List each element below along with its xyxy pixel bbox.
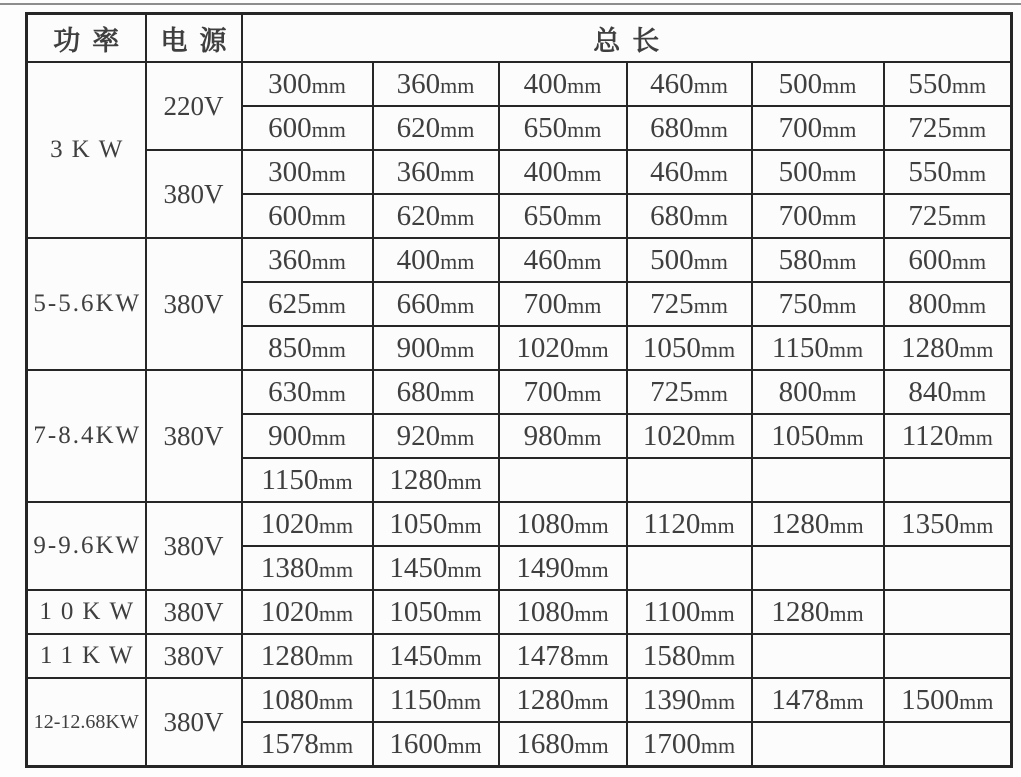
length-unit: mm <box>318 732 354 758</box>
length-value: 500 <box>778 155 823 188</box>
length-unit: mm <box>447 732 482 758</box>
length-value: 1280 <box>901 331 960 364</box>
voltage-cell: 380V <box>146 590 242 634</box>
length-cell <box>242 370 373 414</box>
length-unit: mm <box>318 556 354 582</box>
length-unit: mm <box>311 248 346 274</box>
power-cell-9-9.6kw: 9-9.6KW <box>27 502 146 590</box>
length-cell <box>373 546 499 590</box>
length-value: 625 <box>268 287 312 320</box>
length-cell <box>884 238 1012 282</box>
length-cell <box>752 238 884 282</box>
length-cell <box>752 414 884 458</box>
length-cell <box>499 634 627 678</box>
length-cell <box>884 150 1012 194</box>
length-value: 1020 <box>516 331 575 364</box>
empty-cell <box>884 546 1012 590</box>
length-unit: mm <box>958 424 993 450</box>
length-cell <box>373 502 499 546</box>
length-value: 1080 <box>260 683 319 716</box>
length-unit: mm <box>567 116 602 142</box>
length-value: 1080 <box>516 595 575 628</box>
length-value: 1280 <box>771 507 830 540</box>
table-row <box>27 590 1012 634</box>
length-value: 680 <box>396 375 441 408</box>
length-unit: mm <box>829 512 864 538</box>
length-unit: mm <box>822 116 857 142</box>
length-cell <box>373 414 499 458</box>
length-value: 1050 <box>771 419 830 452</box>
length-value: 700 <box>778 199 823 232</box>
length-unit: mm <box>567 292 602 318</box>
table-row <box>27 62 1012 106</box>
length-cell <box>627 502 752 546</box>
length-unit: mm <box>700 336 736 362</box>
length-value: 725 <box>908 199 952 232</box>
length-cell <box>242 106 373 150</box>
length-unit: mm <box>700 688 736 714</box>
length-cell <box>373 370 499 414</box>
length-value: 1350 <box>901 507 960 540</box>
length-cell <box>499 414 627 458</box>
voltage-cell: 380V <box>146 150 242 238</box>
length-cell <box>242 282 373 326</box>
length-cell <box>627 678 752 722</box>
length-value: 1450 <box>389 551 448 584</box>
length-unit: mm <box>311 424 346 450</box>
length-unit: mm <box>311 160 346 186</box>
length-value: 460 <box>523 243 568 276</box>
length-value: 1700 <box>642 727 701 760</box>
length-value: 1150 <box>261 463 319 496</box>
length-unit: mm <box>951 72 987 98</box>
length-value: 1120 <box>643 507 701 540</box>
length-cell <box>884 502 1012 546</box>
length-unit: mm <box>447 556 482 582</box>
length-value: 1390 <box>642 683 701 716</box>
length-cell <box>884 414 1012 458</box>
length-cell <box>627 106 752 150</box>
length-unit: mm <box>567 380 602 406</box>
empty-cell <box>752 634 884 678</box>
length-unit: mm <box>951 204 987 230</box>
length-value: 725 <box>908 111 952 144</box>
length-value: 300 <box>268 67 312 100</box>
length-cell <box>499 150 627 194</box>
length-unit: mm <box>447 512 482 538</box>
length-cell <box>373 194 499 238</box>
length-cell <box>242 326 373 370</box>
length-cell <box>627 326 752 370</box>
length-unit: mm <box>318 600 354 626</box>
empty-cell <box>884 634 1012 678</box>
table-row <box>27 634 1012 678</box>
length-cell <box>373 150 499 194</box>
length-value: 800 <box>908 287 952 320</box>
length-unit: mm <box>700 732 736 758</box>
length-cell <box>627 590 752 634</box>
length-unit: mm <box>829 600 864 626</box>
header-total-length: 总长 <box>242 14 1012 63</box>
length-unit: mm <box>693 160 728 186</box>
length-value: 400 <box>396 243 441 276</box>
length-value: 500 <box>778 67 823 100</box>
length-value: 1150 <box>389 683 447 716</box>
length-cell <box>752 194 884 238</box>
length-cell <box>884 370 1012 414</box>
length-cell <box>752 282 884 326</box>
length-cell <box>242 634 373 678</box>
length-cell <box>627 238 752 282</box>
length-value: 725 <box>650 375 694 408</box>
length-value: 300 <box>268 155 312 188</box>
power-cell-7-8.4kw: 7-8.4KW <box>27 370 146 502</box>
length-value: 1280 <box>389 463 448 496</box>
length-cell <box>373 458 499 502</box>
length-value: 400 <box>523 155 568 188</box>
length-unit: mm <box>693 248 728 274</box>
length-cell <box>752 590 884 634</box>
table-row <box>27 150 1012 194</box>
length-value: 620 <box>396 199 441 232</box>
length-cell <box>499 590 627 634</box>
length-unit: mm <box>318 688 354 714</box>
empty-cell <box>752 546 884 590</box>
length-unit: mm <box>959 512 994 538</box>
length-value: 1050 <box>389 595 448 628</box>
length-cell <box>373 326 499 370</box>
length-value: 1050 <box>642 331 701 364</box>
length-value: 600 <box>908 243 952 276</box>
length-value: 1578 <box>260 727 319 760</box>
length-unit: mm <box>951 116 987 142</box>
length-unit: mm <box>440 336 475 362</box>
length-cell <box>499 678 627 722</box>
length-unit: mm <box>574 644 609 670</box>
length-unit: mm <box>567 160 602 186</box>
length-unit: mm <box>700 512 735 538</box>
length-value: 1680 <box>516 727 575 760</box>
length-cell <box>373 678 499 722</box>
empty-cell <box>627 546 752 590</box>
length-cell <box>752 678 884 722</box>
length-cell <box>242 194 373 238</box>
length-cell <box>627 194 752 238</box>
length-cell <box>373 634 499 678</box>
length-cell <box>242 722 373 767</box>
power-cell-12-12.68kw: 12-12.68KW <box>27 678 146 767</box>
length-cell <box>884 326 1012 370</box>
length-cell <box>627 62 752 106</box>
empty-cell <box>752 458 884 502</box>
length-value: 1280 <box>516 683 575 716</box>
length-value: 1600 <box>389 727 448 760</box>
voltage-cell: 220V <box>146 62 242 150</box>
length-value: 700 <box>523 287 568 320</box>
length-unit: mm <box>311 72 346 98</box>
length-cell <box>627 150 752 194</box>
power-length-spec-table <box>25 12 1013 768</box>
length-cell <box>373 282 499 326</box>
length-unit: mm <box>440 248 475 274</box>
length-cell <box>884 678 1012 722</box>
length-unit: mm <box>828 336 864 362</box>
length-value: 580 <box>778 243 823 276</box>
length-unit: mm <box>700 644 736 670</box>
length-unit: mm <box>311 204 346 230</box>
length-cell <box>242 150 373 194</box>
length-unit: mm <box>822 72 857 98</box>
length-cell <box>242 590 373 634</box>
length-cell <box>242 238 373 282</box>
length-unit: mm <box>829 688 864 714</box>
length-cell <box>242 546 373 590</box>
length-cell <box>499 238 627 282</box>
length-value: 660 <box>396 287 441 320</box>
length-value: 800 <box>778 375 823 408</box>
length-unit: mm <box>700 424 736 450</box>
length-cell <box>884 194 1012 238</box>
length-value: 1478 <box>771 683 830 716</box>
length-value: 1020 <box>642 419 701 452</box>
length-value: 1478 <box>516 639 575 672</box>
length-value: 920 <box>396 419 441 452</box>
length-unit: mm <box>574 556 609 582</box>
length-unit: mm <box>567 424 602 450</box>
length-unit: mm <box>440 160 475 186</box>
length-cell <box>752 106 884 150</box>
length-value: 1280 <box>260 639 319 672</box>
length-cell <box>884 62 1012 106</box>
empty-cell <box>752 722 884 767</box>
length-unit: mm <box>318 644 354 670</box>
length-unit: mm <box>951 292 987 318</box>
length-unit: mm <box>574 336 609 362</box>
length-cell <box>499 370 627 414</box>
length-cell <box>242 678 373 722</box>
length-cell <box>373 722 499 767</box>
length-cell <box>373 238 499 282</box>
header-row <box>27 14 1012 63</box>
length-value: 550 <box>908 67 952 100</box>
voltage-cell: 380V <box>146 370 242 502</box>
table-row <box>27 502 1012 546</box>
top-divider-line <box>0 3 1021 5</box>
length-cell <box>242 62 373 106</box>
length-value: 1020 <box>260 595 319 628</box>
length-unit: mm <box>311 116 346 142</box>
header-power: 功率 <box>27 14 146 63</box>
length-value: 1280 <box>771 595 830 628</box>
length-value: 680 <box>650 111 694 144</box>
table-row <box>27 678 1012 722</box>
length-value: 650 <box>523 111 568 144</box>
length-unit: mm <box>311 292 346 318</box>
length-value: 360 <box>268 243 312 276</box>
length-unit: mm <box>574 688 609 714</box>
length-value: 1120 <box>901 419 959 452</box>
length-value: 630 <box>268 375 312 408</box>
length-value: 360 <box>396 67 441 100</box>
length-unit: mm <box>700 600 735 626</box>
length-cell <box>373 106 499 150</box>
voltage-cell: 380V <box>146 634 242 678</box>
length-value: 850 <box>268 331 312 364</box>
length-value: 1490 <box>516 551 575 584</box>
power-cell-10kw: 10KW <box>27 590 146 634</box>
header-voltage: 电源 <box>146 14 242 63</box>
length-cell <box>752 502 884 546</box>
voltage-cell: 380V <box>146 678 242 767</box>
length-value: 700 <box>778 111 823 144</box>
empty-cell <box>884 590 1012 634</box>
length-unit: mm <box>822 248 857 274</box>
length-cell <box>627 282 752 326</box>
length-cell <box>499 194 627 238</box>
length-cell <box>499 546 627 590</box>
length-cell <box>242 458 373 502</box>
length-unit: mm <box>311 336 346 362</box>
length-value: 620 <box>396 111 441 144</box>
length-cell <box>627 722 752 767</box>
length-value: 840 <box>908 375 952 408</box>
length-value: 725 <box>650 287 694 320</box>
length-unit: mm <box>951 248 987 274</box>
length-unit: mm <box>447 468 482 494</box>
length-cell <box>499 502 627 546</box>
length-value: 750 <box>778 287 823 320</box>
length-value: 550 <box>908 155 952 188</box>
length-value: 400 <box>523 67 568 100</box>
length-cell <box>373 590 499 634</box>
length-value: 460 <box>650 67 694 100</box>
length-unit: mm <box>822 160 857 186</box>
length-unit: mm <box>567 204 602 230</box>
length-unit: mm <box>693 116 728 142</box>
length-value: 1450 <box>389 639 448 672</box>
length-unit: mm <box>318 468 353 494</box>
length-cell <box>627 414 752 458</box>
length-value: 500 <box>650 243 694 276</box>
length-unit: mm <box>693 72 728 98</box>
length-unit: mm <box>567 248 602 274</box>
length-cell <box>242 502 373 546</box>
length-cell <box>499 326 627 370</box>
length-value: 360 <box>396 155 441 188</box>
empty-cell <box>884 722 1012 767</box>
length-value: 1150 <box>771 331 829 364</box>
length-unit: mm <box>440 292 475 318</box>
length-unit: mm <box>959 688 994 714</box>
power-cell-3kw: 3KW <box>27 62 146 238</box>
length-unit: mm <box>822 380 857 406</box>
length-unit: mm <box>693 292 728 318</box>
length-unit: mm <box>567 72 602 98</box>
length-unit: mm <box>829 424 864 450</box>
length-unit: mm <box>447 644 482 670</box>
length-value: 1020 <box>260 507 319 540</box>
length-value: 1080 <box>516 507 575 540</box>
length-unit: mm <box>822 292 857 318</box>
length-cell <box>499 722 627 767</box>
length-value: 1050 <box>389 507 448 540</box>
length-value: 1100 <box>643 595 701 628</box>
length-cell <box>752 370 884 414</box>
length-unit: mm <box>693 204 728 230</box>
length-value: 600 <box>268 199 312 232</box>
length-cell <box>752 326 884 370</box>
length-unit: mm <box>318 512 354 538</box>
length-unit: mm <box>959 336 994 362</box>
length-unit: mm <box>693 380 728 406</box>
length-cell <box>752 62 884 106</box>
empty-cell <box>499 458 627 502</box>
length-cell <box>499 62 627 106</box>
length-cell <box>373 62 499 106</box>
length-unit: mm <box>440 424 475 450</box>
voltage-cell: 380V <box>146 502 242 590</box>
length-unit: mm <box>574 600 609 626</box>
length-cell <box>884 106 1012 150</box>
length-cell <box>499 106 627 150</box>
length-unit: mm <box>311 380 346 406</box>
length-cell <box>499 282 627 326</box>
length-value: 900 <box>268 419 312 452</box>
length-cell <box>884 282 1012 326</box>
length-unit: mm <box>440 72 475 98</box>
table-row <box>27 238 1012 282</box>
empty-cell <box>627 458 752 502</box>
length-value: 700 <box>523 375 568 408</box>
power-cell-11kw: 11KW <box>27 634 146 678</box>
length-cell <box>242 414 373 458</box>
length-value: 600 <box>268 111 312 144</box>
length-cell <box>627 634 752 678</box>
length-cell <box>627 370 752 414</box>
length-value: 900 <box>396 331 441 364</box>
length-value: 1380 <box>260 551 319 584</box>
length-unit: mm <box>574 512 609 538</box>
length-unit: mm <box>440 380 475 406</box>
length-value: 1580 <box>642 639 701 672</box>
voltage-cell: 380V <box>146 238 242 370</box>
length-unit: mm <box>951 160 987 186</box>
length-unit: mm <box>951 380 987 406</box>
length-value: 680 <box>650 199 694 232</box>
length-unit: mm <box>447 600 482 626</box>
length-value: 650 <box>523 199 568 232</box>
empty-cell <box>884 458 1012 502</box>
length-unit: mm <box>446 688 482 714</box>
length-unit: mm <box>574 732 609 758</box>
power-cell-5-5.6kw: 5-5.6KW <box>27 238 146 370</box>
length-value: 980 <box>523 419 568 452</box>
length-cell <box>752 150 884 194</box>
length-unit: mm <box>440 204 475 230</box>
length-unit: mm <box>822 204 857 230</box>
table-row <box>27 370 1012 414</box>
length-unit: mm <box>440 116 475 142</box>
length-value: 460 <box>650 155 694 188</box>
length-value: 1500 <box>901 683 960 716</box>
